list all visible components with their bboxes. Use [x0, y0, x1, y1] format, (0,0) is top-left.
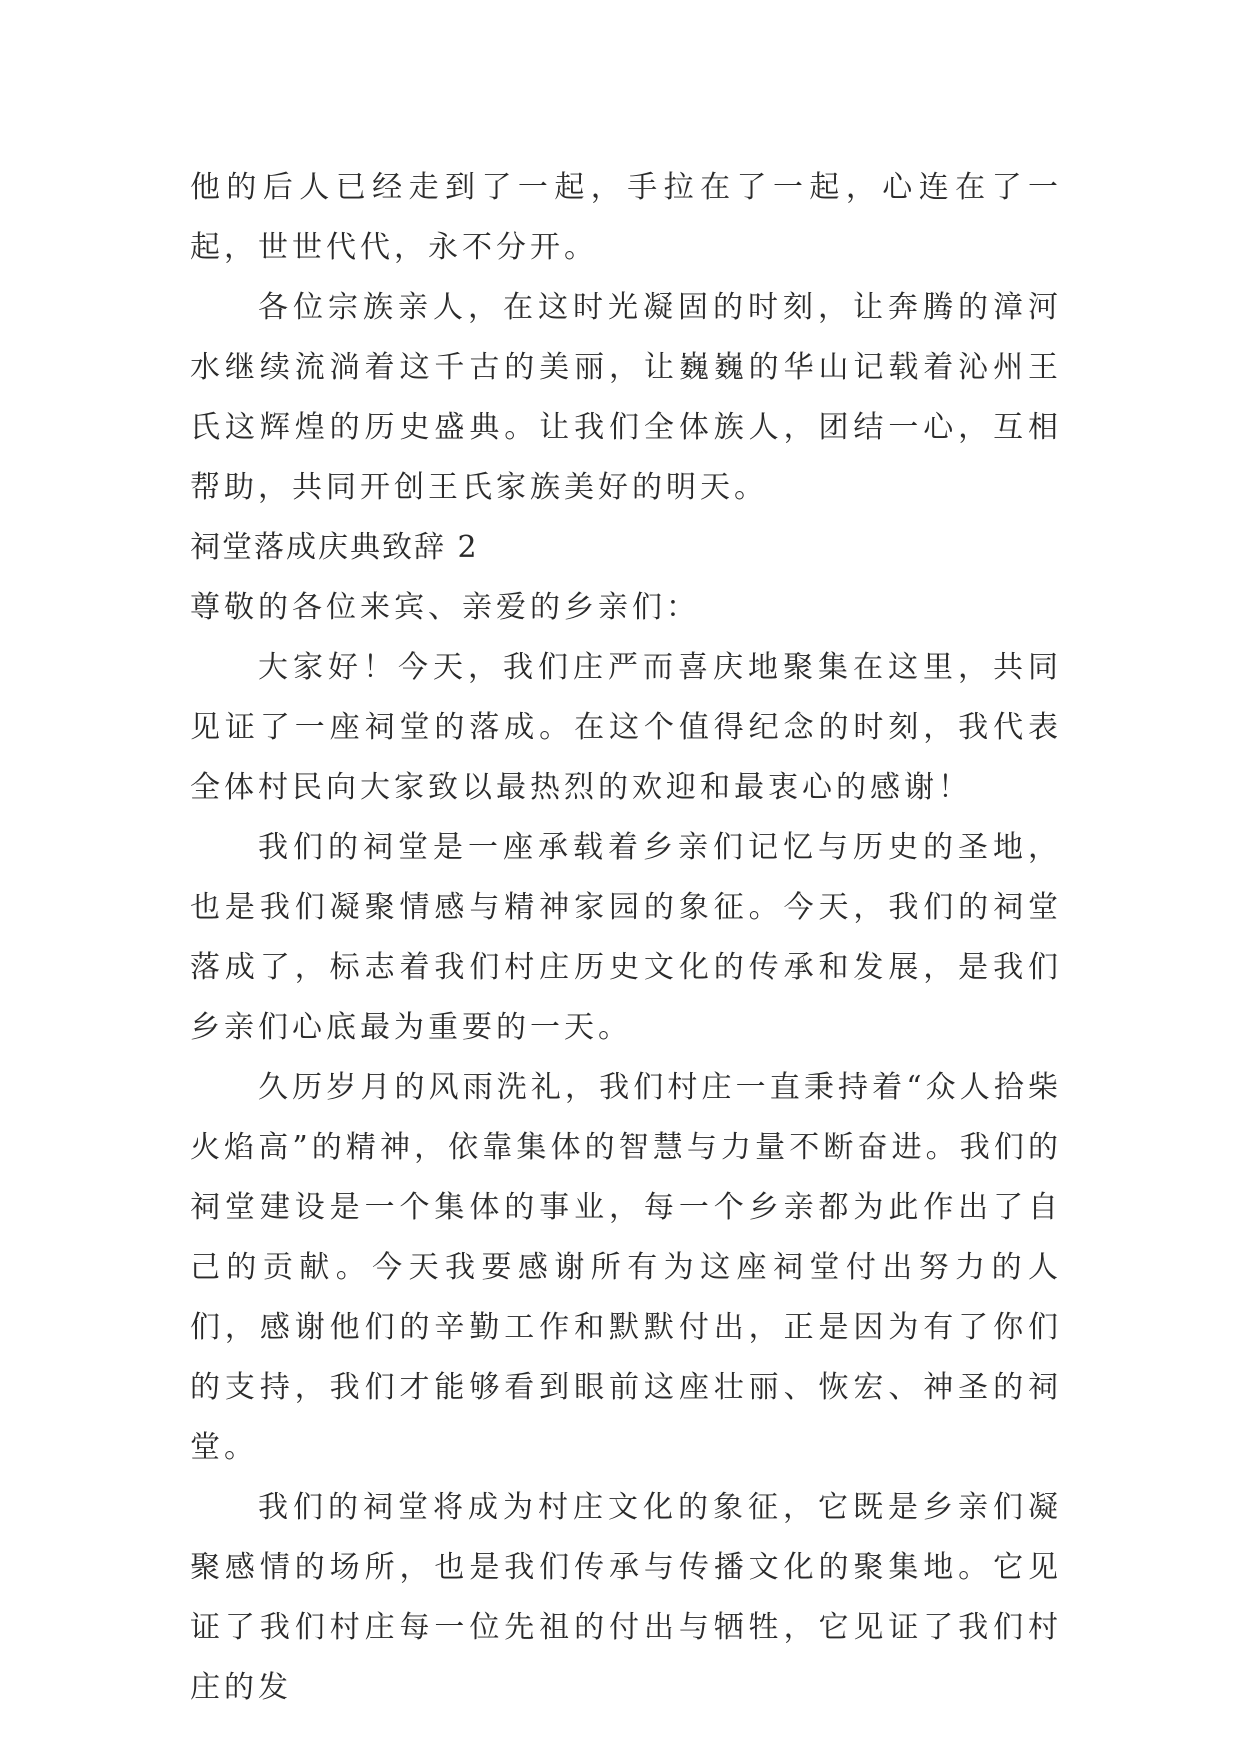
- paragraph-significance: 我们的祠堂是一座承载着乡亲们记忆与历史的圣地，也是我们凝聚情感与精神家园的象征。今天，我们的祠堂落成了，标志着我们村庄历史文化的传承和发展，是我们乡亲们心底最为重要的一天。: [190, 830, 1062, 1045]
- paragraph-closing-wish: 各位宗族亲人，在这时光凝固的时刻，让奔腾的漳河水继续流淌着这千古的美丽，让巍巍的华山记载着沁州王氏这辉煌的历史盛典。让我们全体族人，团结一心，互相帮助，共同开创王氏家族美好的明天。: [190, 290, 1062, 505]
- paragraph-continuation: 他的后人已经走到了一起，手拉在了一起，心连在了一起，世世代代，永不分开。: [190, 170, 1062, 265]
- paragraph-culture: 我们的祠堂将成为村庄文化的象征，它既是乡亲们凝聚感情的场所，也是我们传承与传播文化的聚集地。它见证了我们村庄每一位先祖的付出与牺牲，它见证了我们村庄的发: [190, 1490, 1062, 1705]
- salutation: 尊敬的各位来宾、亲爱的乡亲们：: [190, 590, 700, 625]
- paragraph-thanks: 久历岁月的风雨洗礼，我们村庄一直秉持着“众人拾柴火焰高”的精神，依靠集体的智慧与力量不断奋进。我们的祠堂建设是一个集体的事业，每一个乡亲都为此作出了自己的贡献。今天我要感谢所有为这座祠堂付出努力的人们，感谢他们的辛勤工作和默默付出，正是因为有了你们的支持，我们才能够看到眼前这座壮丽、恢宏、神圣的祠堂。: [190, 1070, 1062, 1465]
- document-body: [190, 158, 1062, 1718]
- paragraph-greeting: 大家好！今天，我们庄严而喜庆地聚集在这里，共同见证了一座祠堂的落成。在这个值得纪念的时刻，我代表全体村民向大家致以最热烈的欢迎和最衷心的感谢！: [190, 650, 1062, 805]
- section-heading: 祠堂落成庆典致辞 2: [190, 530, 479, 565]
